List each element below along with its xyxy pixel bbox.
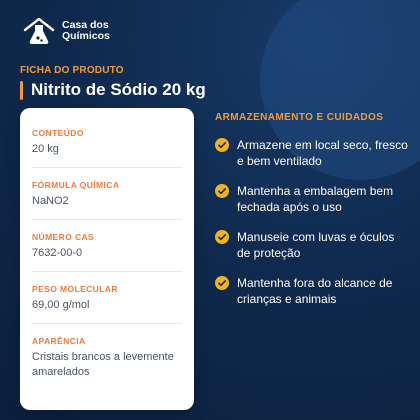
storage-section — [215, 112, 410, 321]
spec-label: PESO MOLECULAR — [32, 284, 118, 294]
storage-tip-text: Mantenha fora do alcance de crianças e animais — [237, 276, 393, 306]
spec-field-content — [32, 128, 182, 168]
storage-title: ARMAZENAMENTO E CUIDADOS — [215, 112, 384, 123]
check-circle-icon — [215, 184, 229, 198]
storage-tip — [215, 229, 410, 261]
spec-value: NaNO2 — [32, 195, 69, 207]
spec-field-weight — [32, 284, 182, 324]
storage-tip-text: Manuseie com luvas e óculos de proteção — [237, 230, 395, 260]
brand-name-line1: Casa dos — [62, 19, 109, 31]
spec-field-cas — [32, 232, 182, 272]
check-circle-icon — [215, 230, 229, 244]
spec-value: 20 kg — [32, 143, 59, 155]
spec-card — [20, 108, 194, 410]
spec-value: 69,00 g/mol — [32, 299, 90, 311]
check-circle-icon — [215, 138, 229, 152]
spec-field-formula — [32, 180, 182, 220]
storage-tip — [215, 137, 410, 169]
title-accent-bar — [20, 81, 23, 100]
spec-field-appearance — [32, 336, 182, 390]
storage-tip — [215, 275, 410, 307]
house-flask-logo-icon — [22, 16, 56, 46]
product-title-block — [20, 80, 206, 100]
check-circle-icon — [215, 276, 229, 290]
storage-tip — [215, 183, 410, 215]
spec-label: APARÊNCIA — [32, 336, 86, 346]
brand-logo — [22, 16, 110, 46]
brand-name-line2: Químicos — [62, 30, 110, 42]
storage-tip-text: Armazene em local seco, fresco e bem ventilado — [237, 138, 408, 168]
spec-value: 7632-00-0 — [32, 247, 83, 259]
spec-label: NÚMERO CAS — [32, 232, 95, 242]
spec-label: FÓRMULA QUÍMICA — [32, 180, 120, 190]
storage-tip-text: Mantenha a embalagem bem fechada após o uso — [237, 184, 394, 214]
product-title: Nitrito de Sódio 20 kg — [31, 80, 206, 99]
product-eyebrow: FICHA DO PRODUTO — [20, 65, 124, 76]
spec-value: Cristais brancos a levemente amarelados — [32, 351, 174, 378]
spec-label: CONTEÚDO — [32, 128, 84, 138]
